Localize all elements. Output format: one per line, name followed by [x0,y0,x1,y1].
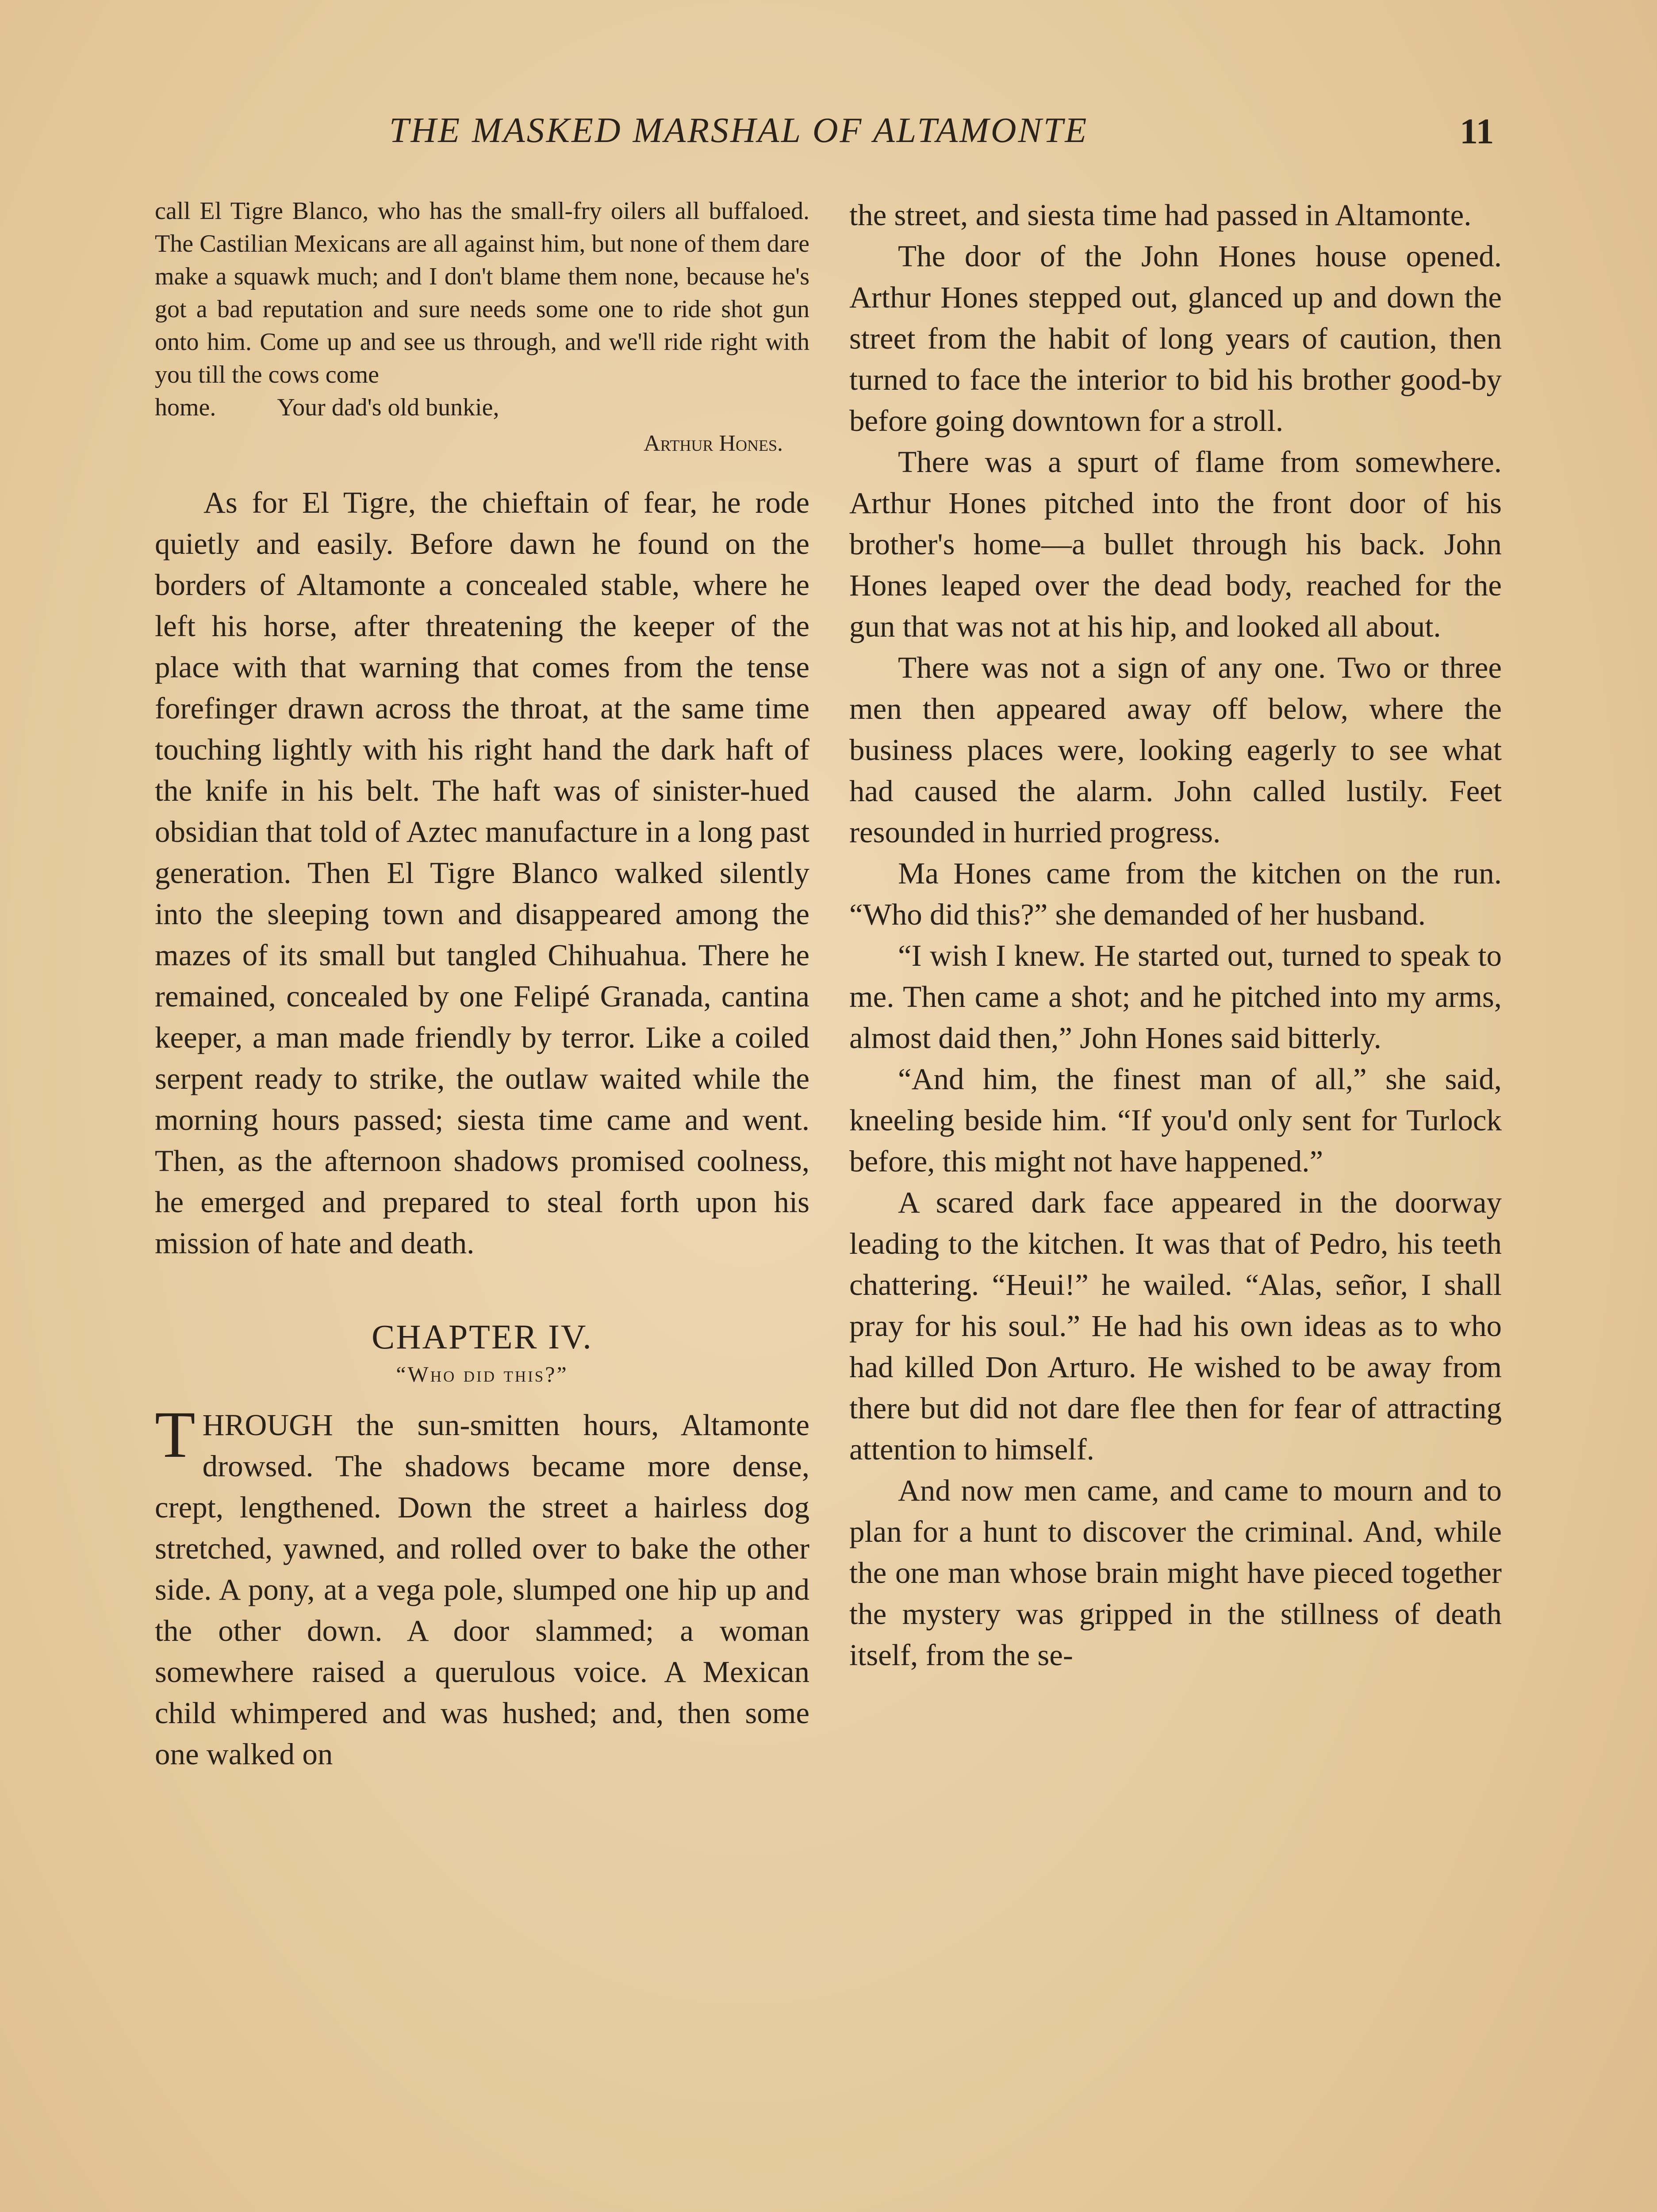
paragraph: There was not a sign of any one. Two or three men then appeared away off below, where the business places were, looking eagerly to see what had caused the alarm. John called lustily. Feet resounded in hurried progress. [849,651,1502,849]
paragraph: And now men came, and came to mourn and to plan for a hunt to discover the criminal. And, while the one man whose brain might have pieced together the mystery was gripped in the stillness of death itself, from the se- [849,1474,1502,1672]
letter-signoff: home. Your dad's old bunkie, [155,394,499,421]
paragraph: “And him, the finest man of all,” she said, kneeling beside him. “If you'd only sent for Turlock before, this might not have happened.” [849,1062,1502,1178]
paragraph: As for El Tigre, the chieftain of fear, he rode quietly and easily. Before dawn he found on the borders of Altamonte a concealed stable, where he left his horse, after threatening the keeper of the place with that warning that comes from the tense forefinger drawn across the throat, at the same time touching lightly with his right hand the dark haft of the knife in his belt. The haft was of sinister-hued obsidian that told of Aztec manufacture in a long past generation. Then El Tigre Blanco walked silently into the sleeping town and disappeared among the mazes of its small but tangled Chihuahua. There he remained, concealed by one Felipé Granada, cantina keeper, a man made friendly by terror. Like a coiled serpent ready to strike, the outlaw waited while the morning hours passed; siesta time came and went. Then, as the afternoon shadows promised coolness, he emerged and prepared to steal forth upon his mission of hate and death. [155,486,809,1260]
paragraph: the street, and siesta time had passed in Altamonte. [849,198,1472,232]
paragraph: There was a spurt of flame from somewhere. Arthur Hones pitched into the front door of his brother's home—a bullet through his back. John Hones leaped over the dead body, reached for the gun that was not at his hip, and looked all about. [849,445,1502,643]
right-column [849,195,1502,1676]
letter-text: call El Tigre Blanco, who has the small-fry oilers all buffaloed. The Castilian Mexicans are all against him, but none of them dare make a squawk much; and I don't blame them none, because he's got a bad reputation and sure needs some one to ride shot gun onto him. Come up and see us through, and we'll ride right with you till the cows come [155,197,809,388]
drop-cap: T [155,1398,196,1471]
page-number: 11 [1460,111,1494,151]
paragraph: “I wish I knew. He started out, turned to speak to me. Then came a shot; and he pitched into my arms, almost daid then,” John Hones said bitterly. [849,939,1502,1055]
spacer [155,460,809,482]
running-header: THE MASKED MARSHAL OF ALTAMONTE [389,111,1089,150]
chapter-subtitle: “Who did this?” [396,1362,568,1386]
paragraph: The door of the John Hones house opened. Arthur Hones stepped out, glanced up and down the street from the habit of long years of caution, then turned to face the interior to bid his brother good-by before going downtown for a stroll. [849,239,1502,438]
chapter-opening-text: HROUGH the sun-smitten hours, Altamonte drowsed. The shadows became more dense, crept, lengthened. Down the street a hairless dog stretched, yawned, and rolled over to bake the other side. A pony, at a vega pole, slumped one hip up and the other down. A door slammed; a woman somewhere raised a querulous voice. A Mexican child whimpered and was hushed; and, then some one walked on [155,1408,809,1771]
letter-signature: Arthur Hones. [644,431,783,456]
left-column [155,195,809,1775]
paragraph: A scared dark face appeared in the doorway leading to the kitchen. It was that of Pedro, his teeth chattering. “Heui!” he wailed. “Alas, señor, I shall pray for his soul.” He had his own ideas as to who had killed Don Arturo. He wished to be away from there but did not dare flee then for fear of attracting attention to himself. [849,1186,1502,1466]
chapter-opening-paragraph [155,1398,809,1775]
paragraph: Ma Hones came from the kitchen on the run. “Who did this?” she demanded of her husband. [849,856,1502,931]
chapter-title: CHAPTER IV. [372,1317,593,1356]
